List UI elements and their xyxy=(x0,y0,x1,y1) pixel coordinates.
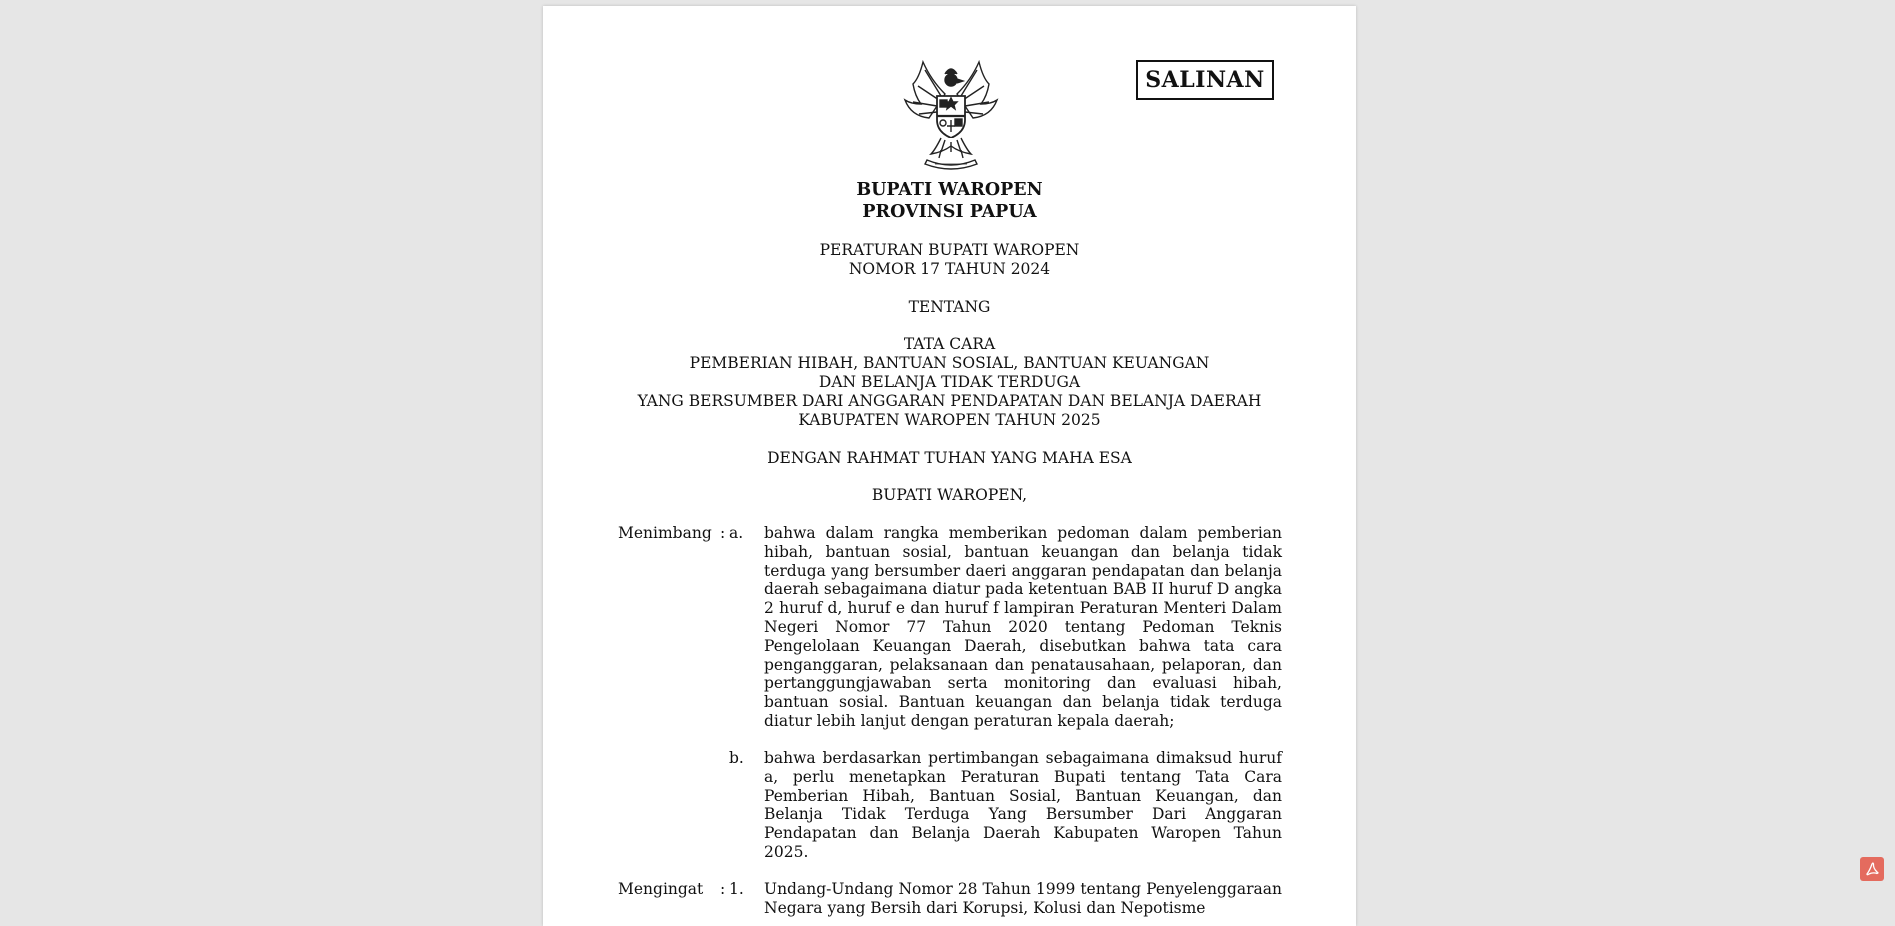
recalling-item-1: Undang-Undang Nomor 28 Tahun 1999 tentang Penyelenggaraan Negara yang Bersih dari Korupsi, Kolusi dan Nepotisme xyxy=(764,880,1282,917)
regulation-title: PERATURAN BUPATI WAROPEN xyxy=(819,241,1080,259)
acrobat-icon xyxy=(1864,861,1880,877)
header-line-province: PROVINSI PAPUA xyxy=(862,202,1037,222)
subject-line: KABUPATEN WAROPEN TAHUN 2025 xyxy=(798,411,1101,429)
considering-colon: : xyxy=(720,524,726,542)
header-line-regent: BUPATI WAROPEN xyxy=(856,180,1043,200)
subject-line: YANG BERSUMBER DARI ANGGARAN PENDAPATAN DAN BELANJA DAERAH xyxy=(637,392,1262,410)
issuer: BUPATI WAROPEN, xyxy=(871,486,1028,504)
subject-line: PEMBERIAN HIBAH, BANTUAN SOSIAL, BANTUAN KEUANGAN xyxy=(689,354,1210,372)
about-heading: TENTANG xyxy=(908,298,991,316)
recalling-marker-1: 1. xyxy=(729,880,744,898)
recalling-label: Mengingat xyxy=(618,880,704,898)
considering-label: Menimbang xyxy=(618,524,712,542)
subject-line: TATA CARA xyxy=(903,335,996,353)
considering-marker-b: b. xyxy=(729,749,744,767)
considering-item-b: bahwa berdasarkan pertimbangan sebagaimana dimaksud huruf a, perlu menetapkan Peraturan Bupati tentang Tata Cara Pemberian Hibah, Bantuan Sosial, Bantuan Keuangan, dan Belanja Tidak Terduga Yang Bersumber Dari Anggaran Pendapatan dan Belanja Daerah Kabupaten Waropen Tahun 2025. xyxy=(764,749,1282,861)
considering-marker-a: a. xyxy=(729,524,744,542)
document-page xyxy=(543,6,1356,926)
salinan-stamp: SALINAN xyxy=(1136,60,1274,100)
regulation-number: NOMOR 17 TAHUN 2024 xyxy=(848,260,1051,278)
invocation: DENGAN RAHMAT TUHAN YANG MAHA ESA xyxy=(767,449,1132,467)
considering-item-a: bahwa dalam rangka memberikan pedoman dalam pemberian hibah, bantuan sosial, bantuan keuangan dan belanja tidak terduga yang bersumber daeri anggaran pendapatan dan belanja daerah sebagaimana diatur pada ketentuan BAB II huruf D angka 2 huruf d, huruf e dan huruf f lampiran Peraturan Menteri Dalam Negeri Nomor 77 Tahun 2020 tentang Pedoman Teknis Pengelolaan Keuangan Daerah, disebutkan bahwa tata cara penganggaran, pelaksanaan dan penatausahaan, pelaporan, dan pertanggungjawaban serta monitoring dan evaluasi hibah, bantuan sosial. Bantuan keuangan dan belanja tidak terduga diatur lebih lanjut dengan peraturan kepala daerah; xyxy=(764,524,1282,730)
subject-line: DAN BELANJA TIDAK TERDUGA xyxy=(818,373,1081,391)
garuda-emblem-icon xyxy=(901,60,1001,172)
pdf-icon[interactable] xyxy=(1860,857,1884,881)
recalling-colon: : xyxy=(720,880,726,898)
